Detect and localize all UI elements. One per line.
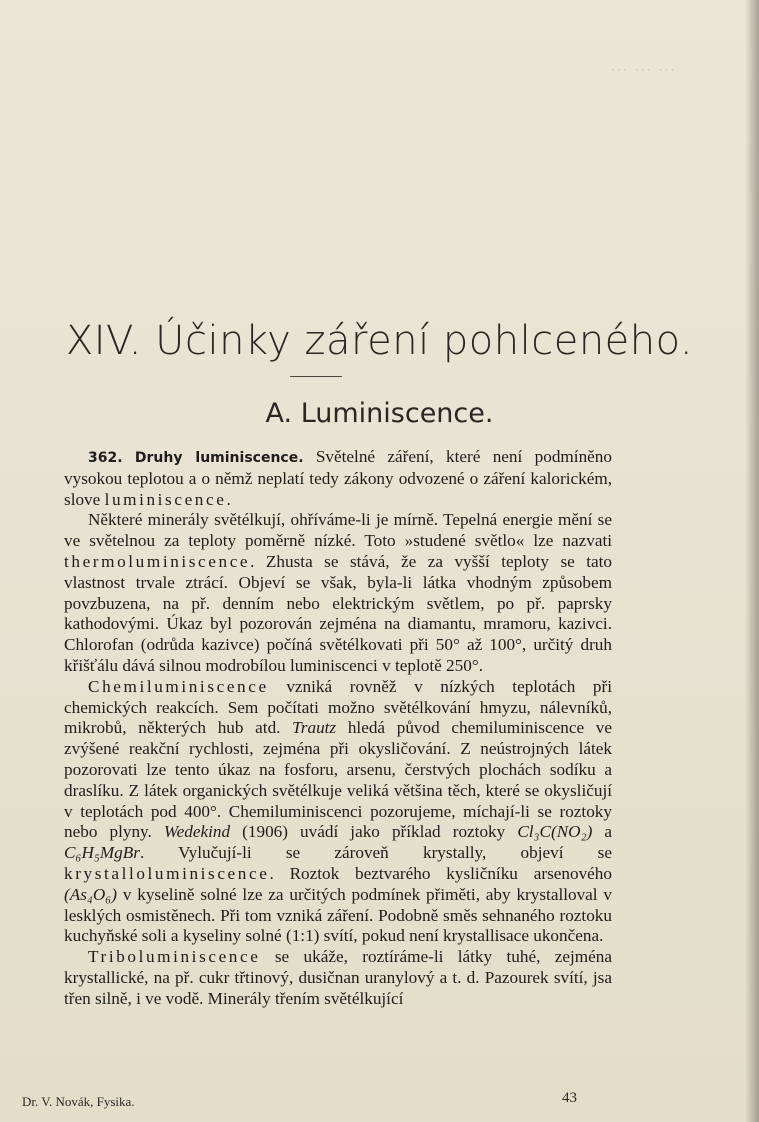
chemical-formula: Cl₃C(NO₂)	[517, 822, 593, 842]
footer-author: Dr. V. Novák, Fysika.	[22, 1094, 135, 1109]
paragraph-triboluminiscence	[64, 947, 612, 1009]
page-number: 43	[562, 1090, 577, 1106]
paragraph-362	[64, 447, 612, 510]
paragraph-text: se ukáže, roztíráme-li látky tuhé, zejména krystallické, na př. cukr třtinový, dusičnan uranylový a t. d. Pazourek svítí, jsa třen silně, i ve vodě. Minerály třením světélkující	[64, 947, 612, 1008]
spaced-term: luminiscence	[104, 489, 227, 509]
chemical-formula: C₆H₅MgBr	[64, 843, 140, 863]
paragraph-text: . Zhusta se stává, že za vyšší teploty se tato vlastnost trvale ztrácí. Objeví se však, byla-li látka vhodným způsobem povzbuzena, na př. denním nebo elektrickým světlem, po př. paprsky kathodovými. Úkaz byl pozorován zejména na diamantu, mramoru, kazivci. Chlorofan (odrůda kazivce) počíná světélkovati při 50° až 100°, určitý druh křišťálu dává silnou modrobílou luminiscenci v teplotě 250°.	[64, 551, 612, 675]
author-name: Trautz	[292, 718, 337, 738]
paragraph-text: vzniká rovněž v nízkých teplotách při chemických reakcích. Sem počítati možno světélkování hmyzu, nálevníků, mikrobů, některých hub atd.	[64, 676, 612, 738]
spaced-term: thermoluminiscence	[64, 551, 251, 571]
paragraph-text: Některé minerály světélkují, ohříváme-li je mírně. Tepelná energie mění se ve světelnou za teploty poměrně nízké. Toto »studené světlo« lze nazvati	[64, 510, 612, 551]
paragraph-text: .	[226, 489, 231, 509]
paragraph-text: . Roztok beztvarého kysličníku arsenového	[269, 863, 612, 883]
show-through-bleed: ⋯ ⋯ ⋯	[610, 60, 676, 81]
paragraph-text: (1906) uvádí jako příklad roztoky	[242, 822, 506, 842]
spaced-term: Chemiluminiscence	[88, 676, 269, 696]
chapter-title: XIV. Účinky záření pohlceného.	[65, 318, 694, 364]
page-edge-shadow	[745, 0, 759, 1122]
paragraph-chemiluminiscence	[64, 677, 612, 947]
paragraph-text: Světelné záření, které není podmíněno vysokou teplotou a o němž neplatí tedy zákony odvozené o záření kalorickém, slove	[64, 447, 612, 509]
paragraph-text: v kyselině solné lze za určitých podmínek přiměti, aby krystalloval v lesklých osmistěnech. Při tom vzniká záření. Podobně směs sehnaného roztoku kuchyňské soli a kyseliny solné (1:1) svítí, pokud není krystallisace ukončena.	[64, 884, 612, 946]
body-text	[64, 447, 612, 1010]
paragraph-thermoluminiscence	[64, 510, 612, 676]
author-name: Wedekind	[163, 822, 231, 842]
section-heading: Druhy luminiscence.	[134, 450, 304, 466]
paragraph-text: . Vylučují-li se zároveň krystally, objeví se	[139, 843, 612, 863]
paragraph-text: hledá původ chemiluminiscence ve zvýšené reakční rychlosti, zejména při okysličování. Z neústrojných látek pozorovati lze tento úkaz na fosforu, arsenu, čerstvých plochách sodíku a draslíku. Z látek organických světélkuje veliká většina těch, které se okysličují v teplotách pod 400°. Chemiluminiscenci pozorujeme, míchají-li se roztoky nebo plyny.	[64, 718, 612, 842]
section-title: A. Luminiscence.	[265, 398, 494, 429]
spaced-term: Triboluminiscence	[88, 947, 261, 967]
title-divider	[290, 376, 342, 377]
spaced-term: krystalloluminiscence	[64, 863, 270, 883]
chemical-formula: (As₄O₆)	[64, 884, 117, 904]
paragraph-text: a	[604, 822, 613, 842]
section-number: 362.	[88, 450, 123, 466]
